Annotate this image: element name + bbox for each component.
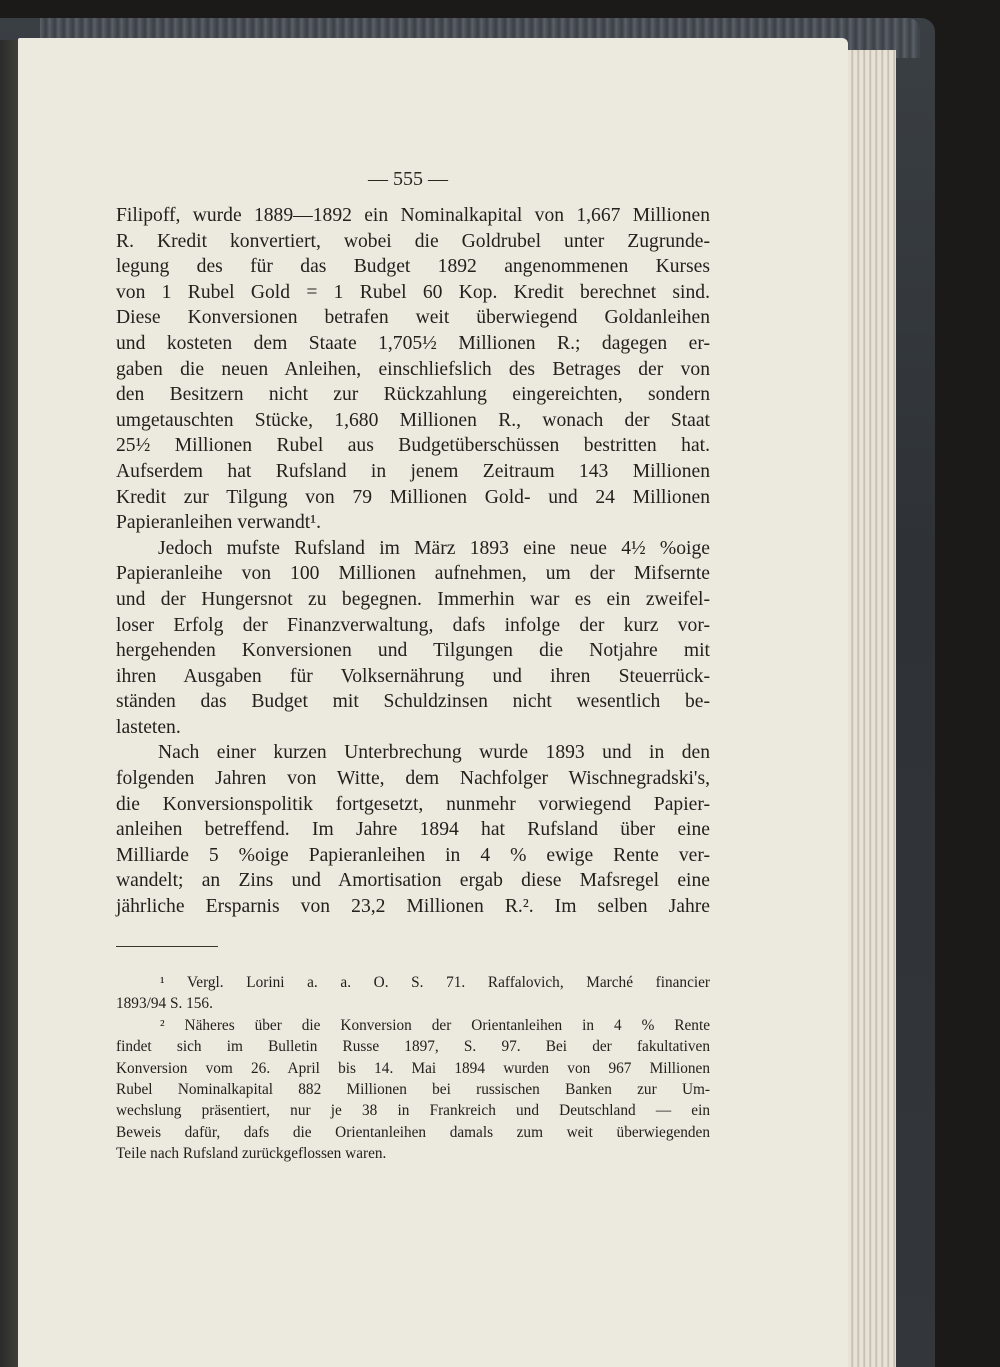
footnote-line: wechslung präsentiert, nur je 38 in Frankreich und Deutschland — ein bbox=[116, 1102, 710, 1120]
page-number: — 555 — bbox=[368, 168, 448, 190]
body-line: umgetauschten Stücke, 1,680 Millionen R., wonach der Staat bbox=[116, 409, 710, 431]
footnote-divider bbox=[116, 946, 218, 947]
footnote-line: Rubel Nominalkapital 882 Millionen bei russischen Banken zur Um- bbox=[116, 1080, 710, 1098]
body-line: Nach einer kurzen Unterbrechung wurde 1893 und in den bbox=[158, 742, 710, 764]
body-line: gaben die neuen Anleihen, einschliefslich des Betrages der von bbox=[116, 358, 710, 380]
body-line: und kosteten dem Staate 1,705½ Millionen R.; dagegen er- bbox=[116, 332, 710, 354]
page-stack-edges bbox=[848, 50, 896, 1367]
body-line: und der Hungersnot zu begegnen. Immerhin war es ein zweifel- bbox=[116, 588, 710, 610]
body-line: ständen das Budget mit Schuldzinsen nicht wesentlich be- bbox=[116, 691, 710, 713]
body-line: ihren Ausgaben für Volksernährung und ihren Steuerrück- bbox=[116, 665, 710, 687]
footnote-line: Beweis dafür, dafs die Orientanleihen damals zum weit überwiegenden bbox=[116, 1123, 710, 1141]
body-line: Jedoch mufste Rufsland im März 1893 eine neue 4½ %oige bbox=[158, 537, 710, 559]
body-line: Aufserdem hat Rufsland in jenem Zeitraum 143 Millionen bbox=[116, 460, 710, 482]
footnote-line: findet sich im Bulletin Russe 1897, S. 97. Bei der fakultativen bbox=[116, 1038, 710, 1056]
footnotes bbox=[116, 972, 710, 1165]
body-line: Papieranleihen verwandt¹. bbox=[116, 512, 321, 534]
footnote-line: Teile nach Rufsland zurückgeflossen waren. bbox=[116, 1145, 387, 1163]
body-line: legung des für das Budget 1892 angenommenen Kurses bbox=[116, 256, 710, 278]
body-line: von 1 Rubel Gold = 1 Rubel 60 Kop. Kredit berechnet sind. bbox=[116, 281, 710, 303]
body-line: anleihen betreffend. Im Jahre 1894 hat Rufsland über eine bbox=[116, 819, 710, 841]
body-line: wandelt; an Zins und Amortisation ergab diese Mafsregel eine bbox=[116, 870, 710, 892]
body-line: Milliarde 5 %oige Papieranleihen in 4 % ewige Rente ver- bbox=[116, 844, 710, 866]
body-line: Papieranleihe von 100 Millionen aufnehmen, um der Mifsernte bbox=[116, 563, 710, 585]
footnote-line: ¹ Vergl. Lorini a. a. O. S. 71. Raffalovich, Marché financier bbox=[160, 974, 710, 991]
body-line: lasteten. bbox=[116, 716, 181, 738]
body-line: hergehenden Konversionen und Tilgungen die Notjahre mit bbox=[116, 640, 710, 662]
body-line: den Besitzern nicht zur Rückzahlung eingereichten, sondern bbox=[116, 384, 710, 406]
body-line: loser Erfolg der Finanzverwaltung, dafs infolge der kurz vor- bbox=[116, 614, 710, 636]
body-line: folgenden Jahren von Witte, dem Nachfolger Wischnegradski's, bbox=[116, 768, 710, 790]
body-line: Kredit zur Tilgung von 79 Millionen Gold- und 24 Millionen bbox=[116, 486, 710, 508]
body-line: R. Kredit konvertiert, wobei die Goldrubel unter Zugrunde- bbox=[116, 230, 710, 252]
body-line: die Konversionspolitik fortgesetzt, nunmehr vorwiegend Papier- bbox=[116, 793, 710, 815]
footnote-line: ² Näheres über die Konversion der Orientanleihen in 4 % Rente bbox=[160, 1016, 710, 1034]
body-line: 25½ Millionen Rubel aus Budgetüberschüssen bestritten hat. bbox=[116, 435, 710, 457]
footnote-line: 1893/94 S. 156. bbox=[116, 995, 213, 1013]
body-line: Diese Konversionen betrafen weit überwiegend Goldanleihen bbox=[116, 307, 710, 329]
body-line: Filipoff, wurde 1889—1892 ein Nominalkapital von 1,667 Millionen bbox=[116, 205, 710, 226]
body-text bbox=[116, 203, 710, 920]
footnote-line: Konversion vom 26. April bis 14. Mai 1894 wurden von 967 Millionen bbox=[116, 1059, 710, 1077]
body-line: jährliche Ersparnis von 23,2 Millionen R.². Im selben Jahre bbox=[116, 896, 710, 918]
